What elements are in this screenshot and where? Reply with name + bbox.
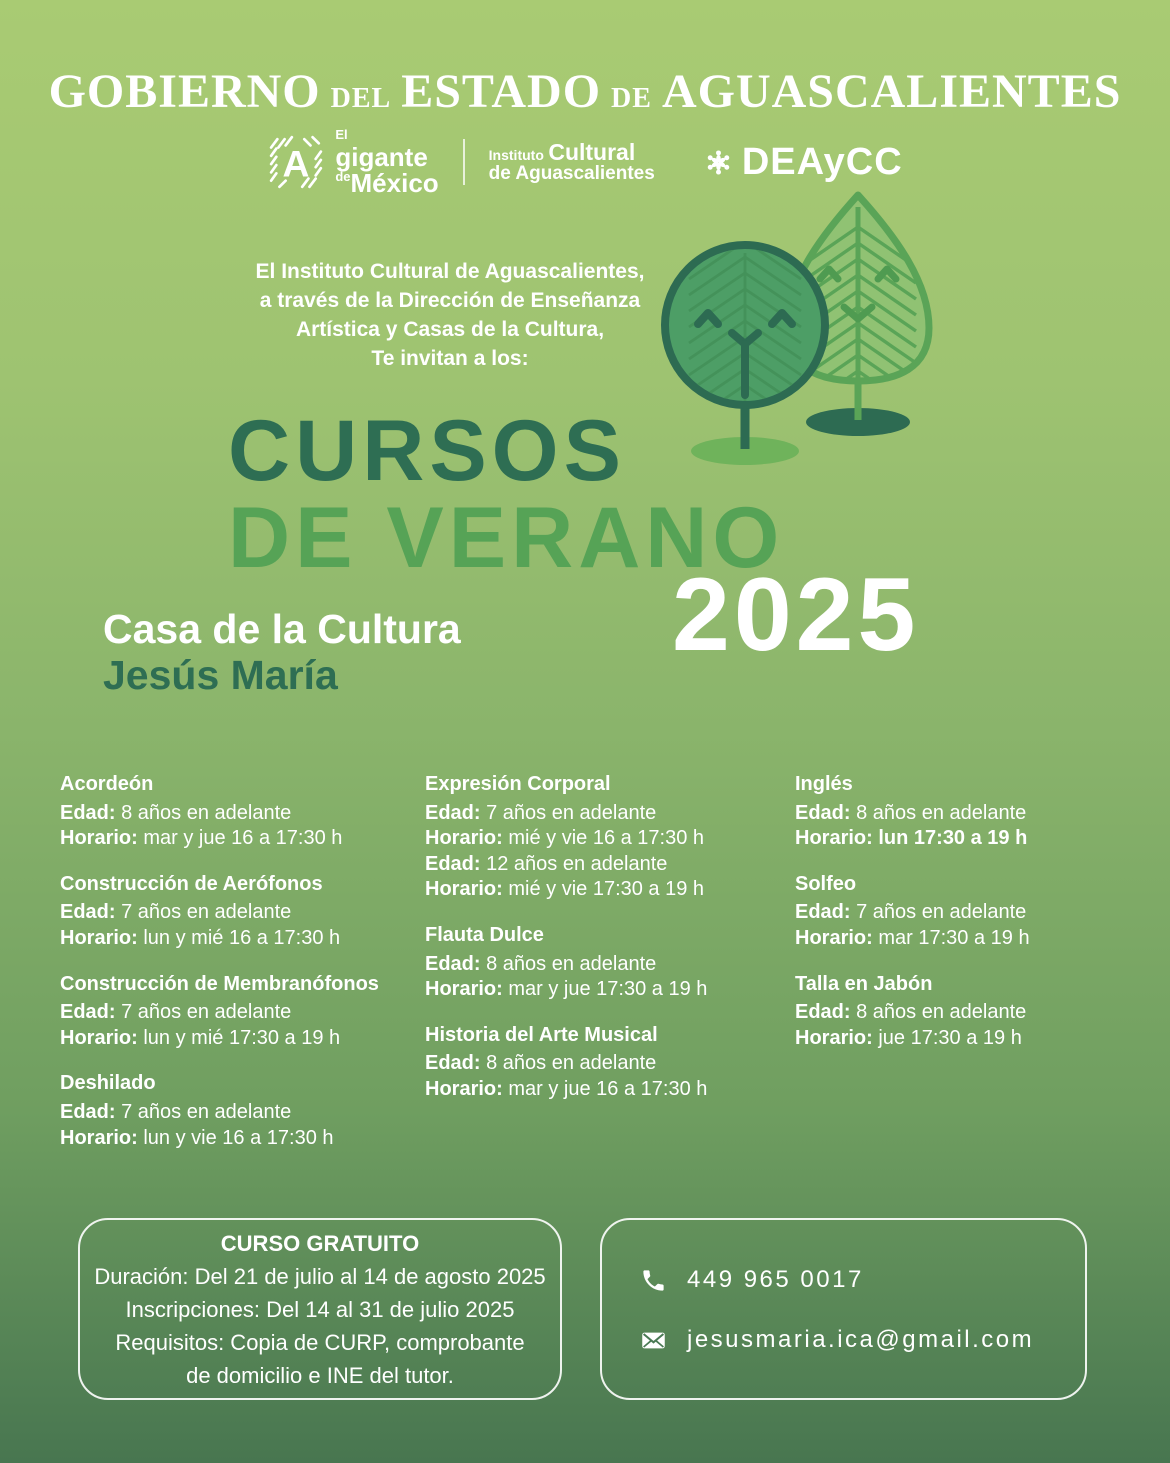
- gigante-logo-text: $^{El}$ gigante $^{de}$México: [335, 127, 439, 198]
- course-detail: Edad: 8 años en adelante: [425, 952, 657, 975]
- course-item: [60, 872, 425, 952]
- course-detail: Edad: 8 años en adelante: [425, 1052, 657, 1075]
- venue-line2: Jesús María: [103, 652, 338, 699]
- course-detail: Horario: mar y jue 16 a 17:30 h: [425, 1077, 708, 1100]
- course-detail: Horario: mié y vie 16 a 17:30 h: [425, 827, 705, 850]
- course-detail: Horario: lun y vie 16 a 17:30 h: [60, 1126, 334, 1149]
- course-name: Historia del Arte Musical: [425, 1023, 658, 1046]
- course-detail: Horario: lun y mié 16 a 17:30 h: [60, 926, 341, 949]
- contact-box: [600, 1218, 1087, 1400]
- course-column-1: [60, 772, 425, 1171]
- gigante-a-icon: [267, 133, 325, 191]
- course-detail: Edad: 12 años en adelante: [425, 852, 668, 875]
- course-detail: Edad: 7 años en adelante: [60, 1100, 292, 1123]
- logo-divider: [463, 139, 465, 185]
- free-course-info-box: [78, 1218, 562, 1400]
- course-item: [425, 923, 795, 1003]
- main-title-de-verano: DE VERANO: [228, 490, 785, 586]
- email-row: [640, 1326, 1085, 1354]
- email-icon: [640, 1327, 667, 1354]
- header-word: DE: [611, 83, 652, 114]
- course-column-3: [795, 772, 1118, 1171]
- course-detail: Edad: 8 años en adelante: [795, 1001, 1027, 1024]
- course-name: Flauta Dulce: [425, 923, 544, 946]
- course-name: Deshilado: [60, 1072, 156, 1095]
- gigante-logo: [267, 128, 438, 196]
- course-item: [795, 872, 1118, 952]
- course-name: Inglés: [795, 773, 853, 795]
- logo-row: [0, 128, 1170, 196]
- header-word: GOBIERNO: [48, 65, 321, 118]
- course-name: Construcción de Aerófonos: [60, 872, 323, 895]
- course-detail: Edad: 7 años en adelante: [60, 1001, 292, 1024]
- instituto-cultural-logo: Instituto Cultural de Aguascalientes: [488, 138, 655, 185]
- course-detail: Horario: jue 17:30 a 19 h: [795, 1026, 1022, 1049]
- course-item: [60, 1071, 425, 1151]
- course-detail: Edad: 7 años en adelante: [795, 901, 1027, 924]
- course-detail: Edad: 8 años en adelante: [795, 801, 1027, 824]
- venue-title: [103, 606, 461, 699]
- course-detail: Horario: lun 17:30 a 19 h: [795, 827, 1028, 850]
- course-item: [795, 772, 1118, 852]
- intro-text: El Instituto Cultural de Aguascalientes, a través de la Dirección de Enseñanza Artística y Casas de la Cultura, Te invitan a los:: [255, 260, 645, 370]
- phone-row: [640, 1266, 1085, 1294]
- main-title-cursos: CURSOS: [228, 403, 626, 499]
- trees-illustration: [645, 183, 980, 483]
- venue-line1: Casa de la Cultura: [103, 606, 461, 652]
- phone-number: 449 965 0017: [687, 1266, 864, 1293]
- header-word: AGUASCALIENTES: [661, 65, 1122, 118]
- course-name: Acordeón: [60, 773, 154, 795]
- email-address: jesusmaria.ica@gmail.com: [687, 1326, 1035, 1353]
- course-detail: Edad: 7 años en adelante: [425, 801, 657, 824]
- course-list: [60, 772, 1118, 1171]
- round-tree-icon: [665, 241, 825, 465]
- course-detail: Horario: lun y mié 17:30 a 19 h: [60, 1026, 341, 1049]
- course-item: [60, 972, 425, 1052]
- course-item: [795, 972, 1118, 1052]
- course-name: Talla en Jabón: [795, 972, 933, 995]
- deaycc-logo: DEAyCC: [705, 141, 903, 184]
- requirements-line2: de domicilio e INE del tutor.: [186, 1362, 454, 1388]
- course-name: Expresión Corporal: [425, 773, 611, 795]
- requirements-line1: Requisitos: Copia de CURP, comprobante: [115, 1329, 525, 1355]
- course-detail: Horario: mar y jue 17:30 a 19 h: [425, 978, 708, 1001]
- deaycc-rosette-icon: [705, 149, 732, 176]
- course-detail: Horario: mar 17:30 a 19 h: [795, 926, 1030, 949]
- course-item: [60, 772, 425, 852]
- main-title-year: 2025: [672, 557, 920, 673]
- enrollment-line: Inscripciones: Del 14 al 31 de julio 2025: [125, 1296, 515, 1322]
- course-item: [425, 1023, 795, 1103]
- free-course-title: CURSO GRATUITO: [220, 1230, 420, 1256]
- government-header: [0, 64, 1170, 119]
- phone-icon: [640, 1267, 667, 1294]
- course-detail: Edad: 8 años en adelante: [60, 801, 292, 824]
- header-word: ESTADO: [401, 65, 602, 118]
- course-detail: Horario: mié y vie 17:30 a 19 h: [425, 878, 705, 901]
- svg-text:A: A: [282, 142, 310, 185]
- header-word: DEL: [330, 83, 392, 114]
- course-item: [425, 772, 795, 903]
- course-column-2: [425, 772, 795, 1171]
- course-name: Construcción de Membranófonos: [60, 972, 379, 995]
- course-detail: Edad: 7 años en adelante: [60, 901, 292, 924]
- course-name: Solfeo: [795, 872, 857, 895]
- duration-line: Duración: Del 21 de julio al 14 de agosto 2025: [94, 1263, 546, 1289]
- course-detail: Horario: mar y jue 16 a 17:30 h: [60, 827, 343, 850]
